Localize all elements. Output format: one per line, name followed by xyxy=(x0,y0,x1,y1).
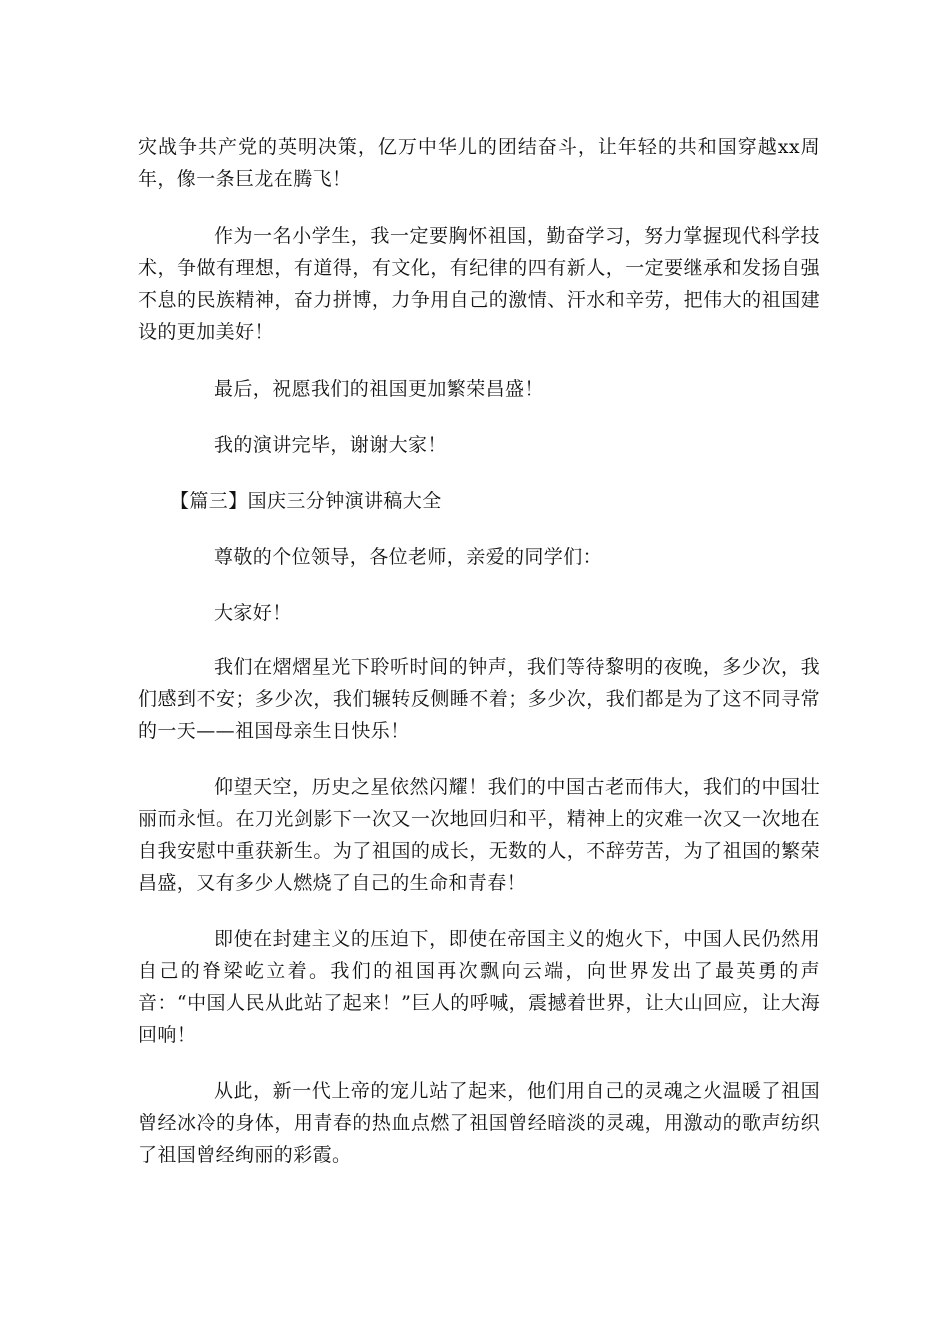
paragraph-blessing: 最后，祝愿我们的祖国更加繁荣昌盛！ xyxy=(214,378,544,400)
paragraph-salutation: 尊敬的个位领导，各位老师，亲爱的同学们： xyxy=(214,546,603,568)
paragraph-new-generation: 从此，新一代上帝的宠儿站了起来，他们用自己的灵魂之火温暖了祖国曾经冰冷的身体，用青春的热血点燃了祖国曾经暗淡的灵魂，用激动的歌声纺织了祖国曾经绚丽的彩霞。 xyxy=(138,1080,820,1166)
paragraph-looking-up: 仰望天空，历史之星依然闪耀！我们的中国古老而伟大，我们的中国壮丽而永恒。在刀光剑影下一次又一次地回归和平，精神上的灾难一次又一次地在自我安慰中重获新生。为了祖国的成长，无数的人，不辞劳苦，为了祖国的繁荣昌盛，又有多少人燃烧了自己的生命和青春！ xyxy=(138,776,820,894)
paragraph-stand-up: 即使在封建主义的压迫下，即使在帝国主义的炮火下，中国人民仍然用自己的脊梁屹立着。我们的祖国再次飘向云端，向世界发出了最英勇的声音：“中国人民从此站了起来！”巨人的呼喊，震撼着世界，让大山回应，让大海回响！ xyxy=(138,928,820,1046)
paragraph-continuation: 灾战争共产党的英明决策，亿万中华儿的团结奋斗，让年轻的共和国穿越xx周年，像一条巨龙在腾飞！ xyxy=(138,136,820,190)
section-heading: 【篇三】国庆三分钟演讲稿大全 xyxy=(170,490,442,512)
paragraph-closing: 我的演讲完毕，谢谢大家！ xyxy=(214,434,447,456)
paragraph-greeting: 大家好！ xyxy=(214,602,292,624)
paragraph-waiting: 我们在熠熠星光下聆听时间的钟声，我们等待黎明的夜晚，多少次，我们感到不安；多少次，我们辗转反侧睡不着；多少次，我们都是为了这不同寻常的一天——祖国母亲生日快乐！ xyxy=(138,656,820,742)
paragraph-student-pledge: 作为一名小学生，我一定要胸怀祖国，勤奋学习，努力掌握现代科学技术，争做有理想，有道得，有文化，有纪律的四有新人，一定要继承和发扬自强不息的民族精神，奋力拼博，力争用自己的激情、汗水和辛劳，把伟大的祖国建设的更加美好！ xyxy=(138,225,820,343)
